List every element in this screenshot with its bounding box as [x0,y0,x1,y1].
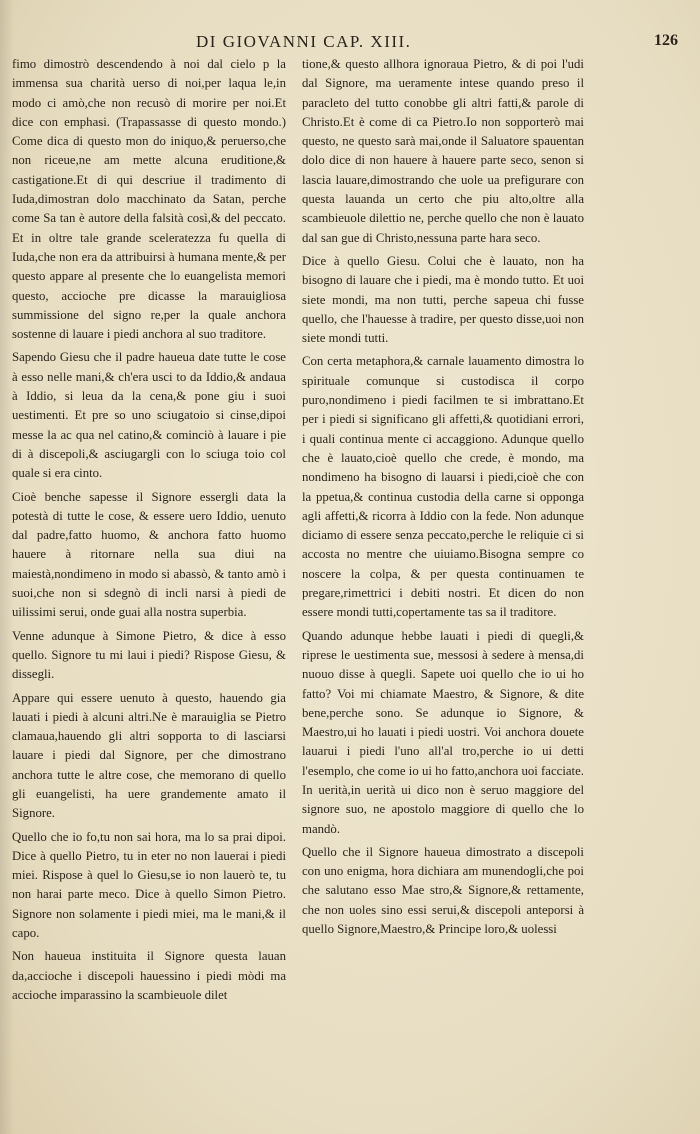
paragraph: Con certa metaphora,& carnale lauamento dimostra lo spirituale comunque si custodisca il corpo puro,nondimeno i piedi facilmen te si imbrattano.Et per i piedi si significano gli affetti,& quotidiani errori, i quali continua mente ci accaggiono. Adunque quello che è lauato,cioè quello che crede, è mondo, ma nondimeno ha bisogno di lauarsi i piedi,cioè che con la ppetua,& continua custodia della carne si opponga agli affetti,& ricorra à Iddio con la fede. Non adunque diciamo di essere senza peccato,perche le reliquie ci si accosta no mentre che uiuiamo.Bisogna sempre co noscere la colpa, & per questa continuamen te pregare,rimettrici i debiti nostri. Et dicen do non essere mondi tutti,copertamente tas sa il traditore. [302,354,584,620]
page-number: 126 [654,32,678,49]
right-column [302,55,584,943]
paragraph: Quando adunque hebbe lauati i piedi di quegli,& riprese le uestimenta sue, messosi à sedere à mensa,di nuouo disse à quegli. Sapete uoi quello che io ui ho fatto? Voi mi chiamate Maestro, & Signore, & dite bene,perche sono. Se adunque io Signore, & Maestro,ui ho lauati i piedi uostri. Voi anchora douete lauarui i piedi l'uno all'al tro,perche io ui detti l'esemplo, che come io ui ho fatto,anchora uoi facciate. In uerità,in uerità ui dico non è seruo maggiore del signore suo, ne apostolo maggiore di quello che lo mandò. [302,628,584,836]
running-head: DI GIOVANNI CAP. XIII. [196,32,412,51]
paragraph: Non haueua instituita il Signore questa lauan da,accioche i discepoli hauessino i piedi mòdi ma accioche imparassino la scambieuole dilet [12,949,286,1002]
paragraph: Sapendo Giesu che il padre haueua date tutte le cose à esso nelle mani,& ch'era usci to da Iddio,& andaua à Iddio, si leua da la cena,& pone giu i suoi uestimenti. Et pre so uno sciugatoio si cinse,dipoi messe la ac qua nel catino,& cominciò à lauare i pie di à discepoli,& asciugargli con lo sciuga toio col quale si era cinto. [12,350,286,481]
left-column [12,55,286,1009]
paragraph: Quello che io fo,tu non sai hora, ma lo sa prai dipoi. Dice à quello Pietro, tu in eter no non lauerai i piedi miei. Rispose à quel lo Giesu,se io non lauerò te, tu non harai parte meco. Dice à quello Simon Pietro. Signore non solamente i piedi miei, ma le mani,& il capo. [12,829,286,941]
paragraph: tione,& questo allhora ignoraua Pietro, & di poi l'udi dal Signore, ma ueramente intese quando preso il paracleto del tutto conobbe gli altri fatti,& parole di Christo.Et è come di ca Pietro.Io non sopporterò mai questo, ne questo sarà mai,onde il Saluatore spauentan dolo dice di non hauere à hauere parte seco, senon si lascia lauare,dimostrando che uole ua prefigurare con questa lauanda un certo che piu alto,oltre alla scambieuole dilettio ne, perche quello che non è lauato dal san gue di Christo,nessuna parte hara seco. [302,57,584,245]
paragraph: Dice à quello Giesu. Colui che è lauato, non ha bisogno di lauare che i piedi, ma è mondo tutto. Et uoi siete mondi, ma non tutti, perche sapeua chi fusse quello, che l'hauesse à tradire, per questo disse,uoi non siete mondi tutti. [302,253,584,346]
paragraph: Cioè benche sapesse il Signore essergli data la potestà di tutte le cose, & essere uero Iddio, uenuto dal padre,fatto huomo, & anchora fatto huomo hauere à ritornare nella sua diui na maiestà,nondimeno in modo si abassò, & tanto amò i suoi,che non si sdegnò di incli narsi à piedi de uilissimi serui, onde guai alla nostra superbia. [12,489,286,620]
blank-margin [0,1014,700,1134]
paragraph: Appare qui essere uenuto à questo, hauendo gia lauati i piedi à alcuni altri.Ne è marauiglia se Pietro clamaua,hauendo gli altri sopporta to di lasciarsi lauare i piedi dal Signore, per che dimostrano anchora tutte le altre cose, che memorano di quello gli euangelisti, ha uere grandemente amato il Signore. [12,690,286,821]
page-header [0,32,700,52]
paragraph: Venne adunque à Simone Pietro, & dice à esso quello. Signore tu mi laui i piedi? Rispose Giesu, & dissegli. [12,628,286,682]
paragraph: fimo dimostrò descendendo à noi dal cielo p la immensa sua charità uerso di noi,per laqua le,in modo ci amò,che non recusò di morire per noi.Et dice con emphasi. (Trapassasse di questo mondo.) Come dica di questo mon do iniquo,& peruerso,che non riceue,ne am mette alcuna eruditione,& castigatione.Et di qui descriue il tradimento di Iuda,dimostran dolo macchinato da Satan, perche come Sa tan è autore della falsità così,& del peccato. Et in oltre tale grande sceleratezza fu quella di Iuda,che non era da attribuirsi à humana mente,& per questo appare al presente che lo euangelista memori questo, accioche pre dicasse la marauigliosa summissione del signo re,per la quale anchora sostenne di lauare i piedi anchora al suo traditore. [12,57,286,342]
paragraph: Quello che il Signore haueua dimostrato a discepoli con uno enigma, hora dichiara am munendogli,che poi che salutano esso Mae stro,& Signore,& rettamente, che non uoles sino essi serui,& discepoli anteporsi à quello Signore,Maestro,& Principe loro,& uolessi [302,844,584,937]
